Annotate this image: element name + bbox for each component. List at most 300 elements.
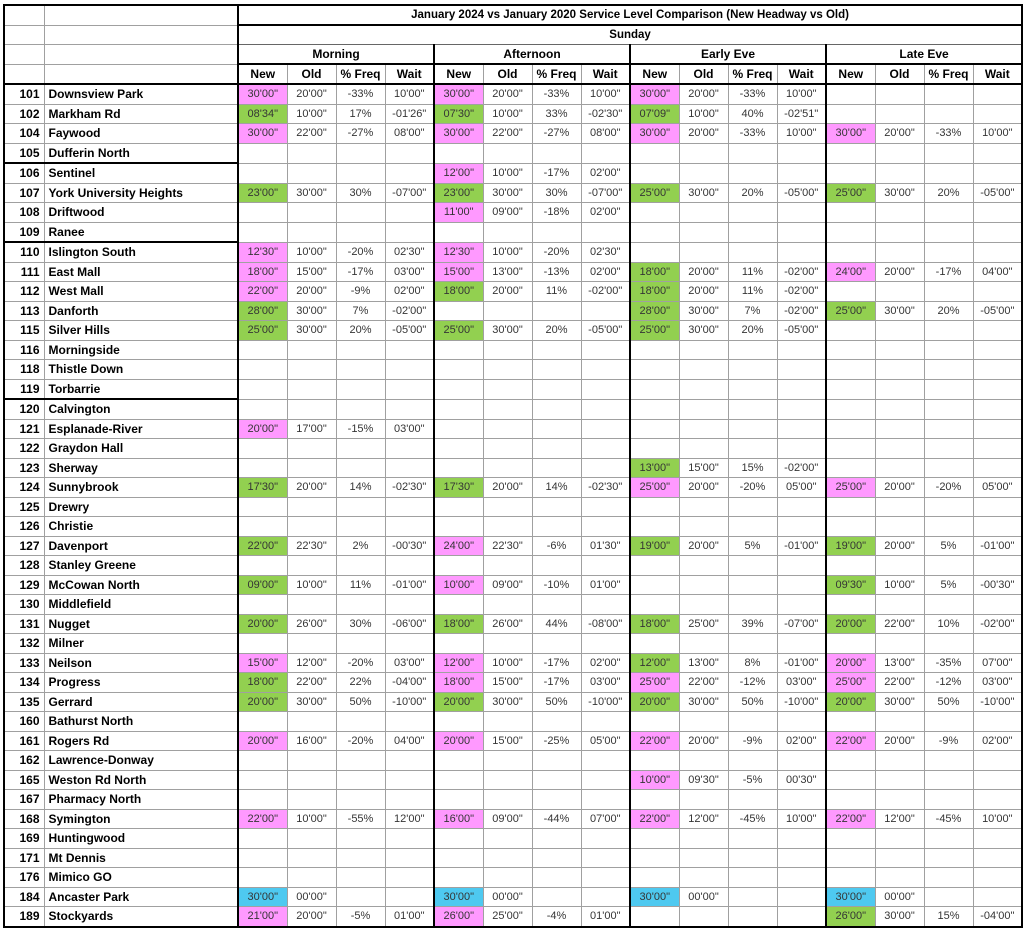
route-number[interactable]: 113	[4, 301, 44, 321]
late-eve-cell-freq[interactable]	[924, 203, 973, 223]
late-eve-cell-new[interactable]: 09'30"	[826, 575, 875, 595]
morning-cell-freq[interactable]: 20%	[336, 321, 385, 341]
late-eve-cell-freq[interactable]	[924, 399, 973, 419]
early-eve-cell-wait[interactable]: -10'00"	[777, 692, 826, 712]
late-eve-cell-new[interactable]	[826, 770, 875, 790]
early-eve-cell-wait[interactable]	[777, 222, 826, 242]
route-name[interactable]: Rogers Rd	[44, 731, 238, 751]
route-number[interactable]: 167	[4, 790, 44, 810]
morning-cell-wait[interactable]	[385, 829, 434, 849]
route-name[interactable]: Graydon Hall	[44, 439, 238, 459]
afternoon-cell-wait[interactable]: -05'00"	[581, 321, 630, 341]
early-eve-cell-old[interactable]	[679, 242, 728, 262]
late-eve-cell-wait[interactable]: -02'00"	[973, 614, 1022, 634]
morning-cell-wait[interactable]	[385, 222, 434, 242]
afternoon-cell-old[interactable]	[483, 301, 532, 321]
late-eve-cell-new[interactable]: 19'00"	[826, 536, 875, 556]
afternoon-cell-new[interactable]: 10'00"	[434, 575, 483, 595]
late-eve-cell-wait[interactable]: 05'00"	[973, 478, 1022, 498]
morning-cell-wait[interactable]	[385, 848, 434, 868]
late-eve-cell-freq[interactable]	[924, 282, 973, 302]
late-eve-cell-freq[interactable]	[924, 517, 973, 537]
early-eve-cell-freq[interactable]	[728, 340, 777, 360]
late-eve-cell-new[interactable]	[826, 340, 875, 360]
late-eve-cell-freq[interactable]	[924, 770, 973, 790]
morning-cell-old[interactable]: 10'00"	[287, 575, 336, 595]
morning-cell-wait[interactable]	[385, 517, 434, 537]
late-eve-cell-new[interactable]: 20'00"	[826, 614, 875, 634]
morning-cell-freq[interactable]	[336, 399, 385, 419]
late-eve-cell-new[interactable]	[826, 497, 875, 517]
morning-cell-new[interactable]: 12'30"	[238, 242, 287, 262]
route-number[interactable]: 110	[4, 242, 44, 262]
morning-cell-old[interactable]: 30'00"	[287, 692, 336, 712]
early-eve-cell-freq[interactable]	[728, 203, 777, 223]
route-number[interactable]: 102	[4, 104, 44, 124]
route-name[interactable]: Driftwood	[44, 203, 238, 223]
morning-cell-old[interactable]	[287, 399, 336, 419]
morning-cell-old[interactable]	[287, 458, 336, 478]
route-name[interactable]: Drewry	[44, 497, 238, 517]
late-eve-cell-freq[interactable]	[924, 242, 973, 262]
route-name[interactable]: Progress	[44, 673, 238, 693]
route-name[interactable]: West Mall	[44, 282, 238, 302]
afternoon-cell-new[interactable]	[434, 517, 483, 537]
early-eve-cell-old[interactable]	[679, 790, 728, 810]
late-eve-cell-old[interactable]: 30'00"	[875, 183, 924, 203]
early-eve-cell-wait[interactable]	[777, 556, 826, 576]
late-eve-cell-new[interactable]	[826, 458, 875, 478]
morning-cell-wait[interactable]	[385, 360, 434, 380]
morning-cell-old[interactable]: 12'00"	[287, 653, 336, 673]
early-eve-cell-wait[interactable]	[777, 751, 826, 771]
late-eve-cell-wait[interactable]	[973, 458, 1022, 478]
late-eve-cell-wait[interactable]: -04'00"	[973, 907, 1022, 927]
early-eve-cell-wait[interactable]	[777, 575, 826, 595]
route-name[interactable]: Calvington	[44, 399, 238, 419]
afternoon-cell-wait[interactable]	[581, 887, 630, 907]
morning-cell-freq[interactable]: 22%	[336, 673, 385, 693]
late-eve-cell-freq[interactable]: 20%	[924, 183, 973, 203]
afternoon-cell-new[interactable]	[434, 595, 483, 615]
route-name[interactable]: Ranee	[44, 222, 238, 242]
morning-cell-freq[interactable]	[336, 868, 385, 888]
late-eve-cell-freq[interactable]	[924, 751, 973, 771]
late-eve-cell-old[interactable]	[875, 242, 924, 262]
afternoon-cell-wait[interactable]	[581, 595, 630, 615]
early-eve-cell-old[interactable]: 20'00"	[679, 84, 728, 104]
late-eve-cell-new[interactable]	[826, 790, 875, 810]
morning-cell-old[interactable]: 10'00"	[287, 242, 336, 262]
morning-cell-freq[interactable]	[336, 712, 385, 732]
morning-cell-new[interactable]: 20'00"	[238, 419, 287, 439]
route-name[interactable]: Mimico GO	[44, 868, 238, 888]
afternoon-cell-old[interactable]	[483, 770, 532, 790]
afternoon-cell-new[interactable]	[434, 340, 483, 360]
morning-cell-freq[interactable]	[336, 848, 385, 868]
early-eve-cell-new[interactable]	[630, 868, 679, 888]
afternoon-cell-freq[interactable]	[532, 751, 581, 771]
afternoon-cell-wait[interactable]: 07'00"	[581, 809, 630, 829]
afternoon-cell-wait[interactable]: -07'00"	[581, 183, 630, 203]
afternoon-cell-new[interactable]: 17'30"	[434, 478, 483, 498]
afternoon-cell-wait[interactable]	[581, 143, 630, 163]
afternoon-cell-old[interactable]: 15'00"	[483, 731, 532, 751]
morning-cell-old[interactable]	[287, 163, 336, 183]
morning-cell-new[interactable]: 20'00"	[238, 614, 287, 634]
afternoon-cell-wait[interactable]: 02'30"	[581, 242, 630, 262]
late-eve-cell-old[interactable]	[875, 770, 924, 790]
afternoon-cell-wait[interactable]: 02'00"	[581, 653, 630, 673]
early-eve-cell-freq[interactable]	[728, 379, 777, 399]
late-eve-cell-new[interactable]	[826, 556, 875, 576]
morning-cell-old[interactable]	[287, 143, 336, 163]
route-number[interactable]: 104	[4, 124, 44, 144]
morning-cell-freq[interactable]: -20%	[336, 731, 385, 751]
early-eve-cell-wait[interactable]	[777, 887, 826, 907]
early-eve-cell-freq[interactable]	[728, 790, 777, 810]
late-eve-cell-new[interactable]	[826, 829, 875, 849]
late-eve-cell-new[interactable]	[826, 712, 875, 732]
early-eve-cell-new[interactable]: 30'00"	[630, 124, 679, 144]
morning-cell-wait[interactable]	[385, 203, 434, 223]
early-eve-cell-freq[interactable]: 7%	[728, 301, 777, 321]
early-eve-cell-old[interactable]: 20'00"	[679, 124, 728, 144]
afternoon-cell-old[interactable]	[483, 379, 532, 399]
afternoon-cell-new[interactable]	[434, 399, 483, 419]
morning-cell-new[interactable]: 09'00"	[238, 575, 287, 595]
late-eve-cell-old[interactable]	[875, 399, 924, 419]
early-eve-cell-freq[interactable]	[728, 419, 777, 439]
late-eve-cell-freq[interactable]	[924, 222, 973, 242]
early-eve-cell-wait[interactable]	[777, 634, 826, 654]
afternoon-cell-wait[interactable]	[581, 360, 630, 380]
early-eve-cell-old[interactable]	[679, 222, 728, 242]
morning-cell-freq[interactable]: 30%	[336, 183, 385, 203]
early-eve-cell-wait[interactable]: -02'51"	[777, 104, 826, 124]
route-name[interactable]: Weston Rd North	[44, 770, 238, 790]
afternoon-cell-wait[interactable]: -02'00"	[581, 282, 630, 302]
afternoon-cell-wait[interactable]: 01'00"	[581, 575, 630, 595]
route-name[interactable]: York University Heights	[44, 183, 238, 203]
late-eve-cell-old[interactable]: 20'00"	[875, 478, 924, 498]
afternoon-cell-wait[interactable]	[581, 301, 630, 321]
early-eve-cell-wait[interactable]: 03'00"	[777, 673, 826, 693]
morning-cell-old[interactable]: 22'00"	[287, 673, 336, 693]
morning-cell-freq[interactable]	[336, 829, 385, 849]
early-eve-cell-new[interactable]: 25'00"	[630, 478, 679, 498]
morning-cell-freq[interactable]: 11%	[336, 575, 385, 595]
route-number[interactable]: 111	[4, 262, 44, 282]
early-eve-cell-new[interactable]: 20'00"	[630, 692, 679, 712]
early-eve-cell-new[interactable]	[630, 712, 679, 732]
early-eve-cell-old[interactable]	[679, 379, 728, 399]
late-eve-cell-wait[interactable]	[973, 556, 1022, 576]
morning-cell-old[interactable]	[287, 360, 336, 380]
early-eve-cell-new[interactable]: 22'00"	[630, 731, 679, 751]
route-number[interactable]: 112	[4, 282, 44, 302]
route-name[interactable]: Gerrard	[44, 692, 238, 712]
morning-cell-freq[interactable]	[336, 143, 385, 163]
morning-cell-new[interactable]	[238, 829, 287, 849]
late-eve-cell-wait[interactable]	[973, 399, 1022, 419]
morning-cell-new[interactable]: 30'00"	[238, 887, 287, 907]
late-eve-cell-freq[interactable]	[924, 497, 973, 517]
early-eve-cell-old[interactable]	[679, 868, 728, 888]
morning-cell-new[interactable]	[238, 848, 287, 868]
late-eve-cell-new[interactable]	[826, 751, 875, 771]
early-eve-cell-new[interactable]	[630, 419, 679, 439]
afternoon-cell-new[interactable]	[434, 143, 483, 163]
morning-cell-new[interactable]	[238, 634, 287, 654]
late-eve-cell-new[interactable]	[826, 222, 875, 242]
afternoon-cell-freq[interactable]: 14%	[532, 478, 581, 498]
late-eve-cell-wait[interactable]: -01'00"	[973, 536, 1022, 556]
afternoon-cell-old[interactable]	[483, 595, 532, 615]
route-number[interactable]: 101	[4, 84, 44, 104]
morning-cell-new[interactable]	[238, 556, 287, 576]
afternoon-cell-freq[interactable]	[532, 379, 581, 399]
afternoon-cell-old[interactable]	[483, 439, 532, 459]
route-name[interactable]: Dufferin North	[44, 143, 238, 163]
morning-cell-wait[interactable]: 08'00"	[385, 124, 434, 144]
morning-cell-wait[interactable]: -04'00"	[385, 673, 434, 693]
late-eve-cell-old[interactable]: 20'00"	[875, 731, 924, 751]
late-eve-cell-new[interactable]	[826, 595, 875, 615]
late-eve-cell-new[interactable]	[826, 242, 875, 262]
late-eve-cell-freq[interactable]	[924, 379, 973, 399]
morning-cell-new[interactable]: 22'00"	[238, 282, 287, 302]
morning-cell-freq[interactable]	[336, 887, 385, 907]
early-eve-cell-freq[interactable]	[728, 439, 777, 459]
morning-cell-new[interactable]	[238, 517, 287, 537]
morning-cell-wait[interactable]	[385, 497, 434, 517]
morning-cell-wait[interactable]	[385, 770, 434, 790]
morning-cell-new[interactable]	[238, 143, 287, 163]
afternoon-cell-new[interactable]: 25'00"	[434, 321, 483, 341]
early-eve-cell-new[interactable]: 07'09"	[630, 104, 679, 124]
morning-cell-new[interactable]	[238, 595, 287, 615]
early-eve-cell-old[interactable]	[679, 497, 728, 517]
afternoon-cell-new[interactable]: 18'00"	[434, 282, 483, 302]
late-eve-cell-freq[interactable]	[924, 712, 973, 732]
early-eve-cell-new[interactable]: 28'00"	[630, 301, 679, 321]
early-eve-cell-new[interactable]	[630, 595, 679, 615]
late-eve-cell-old[interactable]: 12'00"	[875, 809, 924, 829]
afternoon-cell-new[interactable]	[434, 301, 483, 321]
afternoon-cell-freq[interactable]: -4%	[532, 907, 581, 927]
afternoon-cell-freq[interactable]: 11%	[532, 282, 581, 302]
morning-cell-new[interactable]	[238, 868, 287, 888]
late-eve-cell-wait[interactable]	[973, 104, 1022, 124]
morning-cell-wait[interactable]	[385, 751, 434, 771]
early-eve-cell-new[interactable]	[630, 829, 679, 849]
afternoon-cell-wait[interactable]: 02'00"	[581, 203, 630, 223]
morning-cell-old[interactable]	[287, 517, 336, 537]
morning-cell-old[interactable]	[287, 379, 336, 399]
route-name[interactable]: Islington South	[44, 242, 238, 262]
afternoon-cell-new[interactable]: 18'00"	[434, 673, 483, 693]
afternoon-cell-freq[interactable]: -6%	[532, 536, 581, 556]
early-eve-cell-new[interactable]	[630, 848, 679, 868]
afternoon-cell-old[interactable]: 15'00"	[483, 673, 532, 693]
route-name[interactable]: Danforth	[44, 301, 238, 321]
morning-cell-wait[interactable]	[385, 556, 434, 576]
afternoon-cell-wait[interactable]	[581, 634, 630, 654]
early-eve-cell-freq[interactable]: 8%	[728, 653, 777, 673]
early-eve-cell-freq[interactable]	[728, 868, 777, 888]
late-eve-cell-wait[interactable]	[973, 439, 1022, 459]
early-eve-cell-wait[interactable]	[777, 907, 826, 927]
late-eve-cell-wait[interactable]	[973, 203, 1022, 223]
late-eve-cell-old[interactable]: 22'00"	[875, 673, 924, 693]
early-eve-cell-wait[interactable]: 10'00"	[777, 124, 826, 144]
early-eve-cell-freq[interactable]	[728, 556, 777, 576]
morning-cell-old[interactable]	[287, 790, 336, 810]
late-eve-cell-wait[interactable]	[973, 321, 1022, 341]
morning-cell-new[interactable]	[238, 751, 287, 771]
afternoon-cell-wait[interactable]: -08'00"	[581, 614, 630, 634]
early-eve-cell-freq[interactable]: 11%	[728, 282, 777, 302]
late-eve-cell-new[interactable]	[826, 143, 875, 163]
afternoon-cell-new[interactable]: 23'00"	[434, 183, 483, 203]
early-eve-cell-freq[interactable]: -9%	[728, 731, 777, 751]
early-eve-cell-freq[interactable]: -12%	[728, 673, 777, 693]
morning-cell-new[interactable]	[238, 399, 287, 419]
early-eve-cell-old[interactable]: 20'00"	[679, 731, 728, 751]
afternoon-cell-wait[interactable]	[581, 517, 630, 537]
late-eve-cell-old[interactable]	[875, 203, 924, 223]
late-eve-cell-old[interactable]	[875, 712, 924, 732]
late-eve-cell-wait[interactable]: 02'00"	[973, 731, 1022, 751]
route-name[interactable]: Morningside	[44, 340, 238, 360]
morning-cell-wait[interactable]	[385, 634, 434, 654]
afternoon-cell-old[interactable]	[483, 399, 532, 419]
afternoon-cell-old[interactable]	[483, 556, 532, 576]
morning-cell-old[interactable]	[287, 439, 336, 459]
morning-cell-freq[interactable]: -15%	[336, 419, 385, 439]
afternoon-cell-freq[interactable]	[532, 222, 581, 242]
late-eve-cell-wait[interactable]	[973, 790, 1022, 810]
early-eve-cell-wait[interactable]: -01'00"	[777, 653, 826, 673]
late-eve-cell-new[interactable]: 24'00"	[826, 262, 875, 282]
morning-cell-wait[interactable]: -01'00"	[385, 575, 434, 595]
route-number[interactable]: 123	[4, 458, 44, 478]
morning-cell-old[interactable]	[287, 634, 336, 654]
late-eve-cell-freq[interactable]	[924, 556, 973, 576]
morning-cell-old[interactable]: 26'00"	[287, 614, 336, 634]
afternoon-cell-wait[interactable]: 01'30"	[581, 536, 630, 556]
morning-cell-wait[interactable]	[385, 340, 434, 360]
afternoon-cell-old[interactable]	[483, 340, 532, 360]
late-eve-cell-old[interactable]	[875, 848, 924, 868]
early-eve-cell-old[interactable]: 20'00"	[679, 282, 728, 302]
afternoon-cell-wait[interactable]: -10'00"	[581, 692, 630, 712]
morning-cell-old[interactable]: 16'00"	[287, 731, 336, 751]
late-eve-cell-wait[interactable]	[973, 340, 1022, 360]
afternoon-cell-new[interactable]	[434, 222, 483, 242]
morning-cell-freq[interactable]	[336, 517, 385, 537]
late-eve-cell-freq[interactable]: 5%	[924, 575, 973, 595]
morning-cell-wait[interactable]: 10'00"	[385, 84, 434, 104]
late-eve-cell-old[interactable]	[875, 458, 924, 478]
afternoon-cell-freq[interactable]	[532, 595, 581, 615]
afternoon-cell-freq[interactable]: -10%	[532, 575, 581, 595]
route-number[interactable]: 128	[4, 556, 44, 576]
afternoon-cell-wait[interactable]: 08'00"	[581, 124, 630, 144]
early-eve-cell-wait[interactable]	[777, 595, 826, 615]
morning-cell-old[interactable]: 00'00"	[287, 887, 336, 907]
morning-cell-old[interactable]: 10'00"	[287, 809, 336, 829]
morning-cell-old[interactable]: 30'00"	[287, 301, 336, 321]
morning-cell-old[interactable]: 22'30"	[287, 536, 336, 556]
late-eve-cell-freq[interactable]: 15%	[924, 907, 973, 927]
early-eve-cell-new[interactable]	[630, 439, 679, 459]
morning-cell-wait[interactable]: -05'00"	[385, 321, 434, 341]
morning-cell-freq[interactable]	[336, 595, 385, 615]
late-eve-cell-freq[interactable]: 10%	[924, 614, 973, 634]
afternoon-cell-new[interactable]	[434, 848, 483, 868]
early-eve-cell-new[interactable]: 12'00"	[630, 653, 679, 673]
morning-cell-new[interactable]: 20'00"	[238, 731, 287, 751]
morning-cell-freq[interactable]: -27%	[336, 124, 385, 144]
early-eve-cell-old[interactable]	[679, 340, 728, 360]
early-eve-cell-wait[interactable]	[777, 419, 826, 439]
early-eve-cell-freq[interactable]	[728, 887, 777, 907]
afternoon-cell-wait[interactable]	[581, 790, 630, 810]
late-eve-cell-new[interactable]	[826, 84, 875, 104]
afternoon-cell-freq[interactable]: -44%	[532, 809, 581, 829]
late-eve-cell-old[interactable]	[875, 379, 924, 399]
afternoon-cell-new[interactable]	[434, 634, 483, 654]
late-eve-cell-freq[interactable]	[924, 439, 973, 459]
early-eve-cell-old[interactable]: 25'00"	[679, 614, 728, 634]
early-eve-cell-wait[interactable]	[777, 379, 826, 399]
morning-cell-old[interactable]: 20'00"	[287, 907, 336, 927]
afternoon-cell-old[interactable]	[483, 419, 532, 439]
afternoon-cell-old[interactable]: 10'00"	[483, 653, 532, 673]
morning-cell-old[interactable]	[287, 203, 336, 223]
late-eve-cell-old[interactable]	[875, 222, 924, 242]
early-eve-cell-wait[interactable]: 02'00"	[777, 731, 826, 751]
early-eve-cell-freq[interactable]	[728, 829, 777, 849]
morning-cell-old[interactable]	[287, 497, 336, 517]
morning-cell-old[interactable]	[287, 595, 336, 615]
early-eve-cell-old[interactable]	[679, 848, 728, 868]
morning-cell-old[interactable]	[287, 712, 336, 732]
early-eve-cell-new[interactable]	[630, 907, 679, 927]
afternoon-cell-new[interactable]: 30'00"	[434, 84, 483, 104]
early-eve-cell-new[interactable]	[630, 340, 679, 360]
late-eve-cell-new[interactable]	[826, 439, 875, 459]
late-eve-cell-freq[interactable]: 20%	[924, 301, 973, 321]
late-eve-cell-old[interactable]: 00'00"	[875, 887, 924, 907]
early-eve-cell-freq[interactable]	[728, 712, 777, 732]
morning-cell-new[interactable]	[238, 712, 287, 732]
morning-cell-freq[interactable]: 14%	[336, 478, 385, 498]
morning-cell-old[interactable]: 20'00"	[287, 478, 336, 498]
late-eve-cell-freq[interactable]	[924, 634, 973, 654]
afternoon-cell-old[interactable]: 22'30"	[483, 536, 532, 556]
late-eve-cell-wait[interactable]	[973, 634, 1022, 654]
late-eve-cell-old[interactable]	[875, 282, 924, 302]
morning-cell-new[interactable]: 30'00"	[238, 124, 287, 144]
route-name[interactable]: McCowan North	[44, 575, 238, 595]
route-name[interactable]: Neilson	[44, 653, 238, 673]
early-eve-cell-wait[interactable]: -07'00"	[777, 614, 826, 634]
afternoon-cell-freq[interactable]: 50%	[532, 692, 581, 712]
early-eve-cell-freq[interactable]	[728, 634, 777, 654]
